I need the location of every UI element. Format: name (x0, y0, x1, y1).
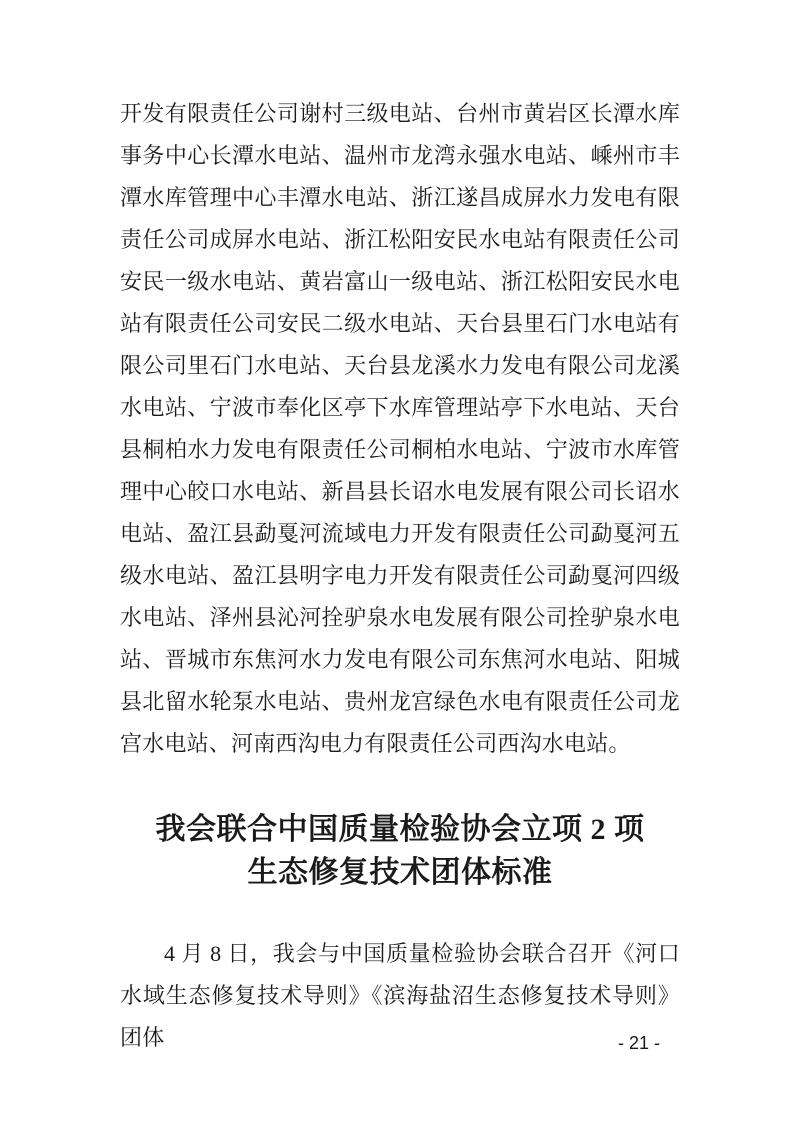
paragraph-meeting-announcement: 4 月 8 日，我会与中国质量检验协会联合召开《河口水域生态修复技术导则》《滨海盐沼生态修复技术导则》团体 (120, 941, 680, 1050)
page-body (120, 93, 680, 1059)
paragraph-hydropower-station-list: 开发有限责任公司谢村三级电站、台州市黄岩区长潭水库事务中心长潭水电站、温州市龙湾永强水电站、嵊州市丰潭水库管理中心丰潭水电站、浙江遂昌成屏水力发电有限责任公司成屏水电站、浙江松阳安民水电站有限责任公司安民一级水电站、黄岩富山一级电站、浙江松阳安民水电站有限责任公司安民二级水电站、天台县里石门水电站有限公司里石门水电站、天台县龙溪水力发电有限公司龙溪水电站、宁波市奉化区亭下水库管理站亭下水电站、天台县桐柏水力发电有限责任公司桐柏水电站、宁波市水库管理中心皎口水电站、新昌县长诏水电发展有限公司长诏水电站、盈江县勐戛河流域电力开发有限责任公司勐戛河五级水电站、盈江县明字电力开发有限责任公司勐戛河四级水电站、泽州县沁河拴驴泉水电发展有限公司拴驴泉水电站、晋城市东焦河水力发电有限公司东焦河水电站、阳城县北留水轮泵水电站、贵州龙宫绿色水电有限责任公司龙宫水电站、河南西沟电力有限责任公司西沟水电站。 (120, 101, 680, 756)
page-number: - 21 - (618, 1033, 661, 1053)
section-heading-line-2: 生态修复技术团体标准 (247, 856, 553, 889)
section-heading-line-1: 我会联合中国质量检验协会立项 2 项 (155, 813, 645, 846)
section-heading (120, 808, 680, 894)
